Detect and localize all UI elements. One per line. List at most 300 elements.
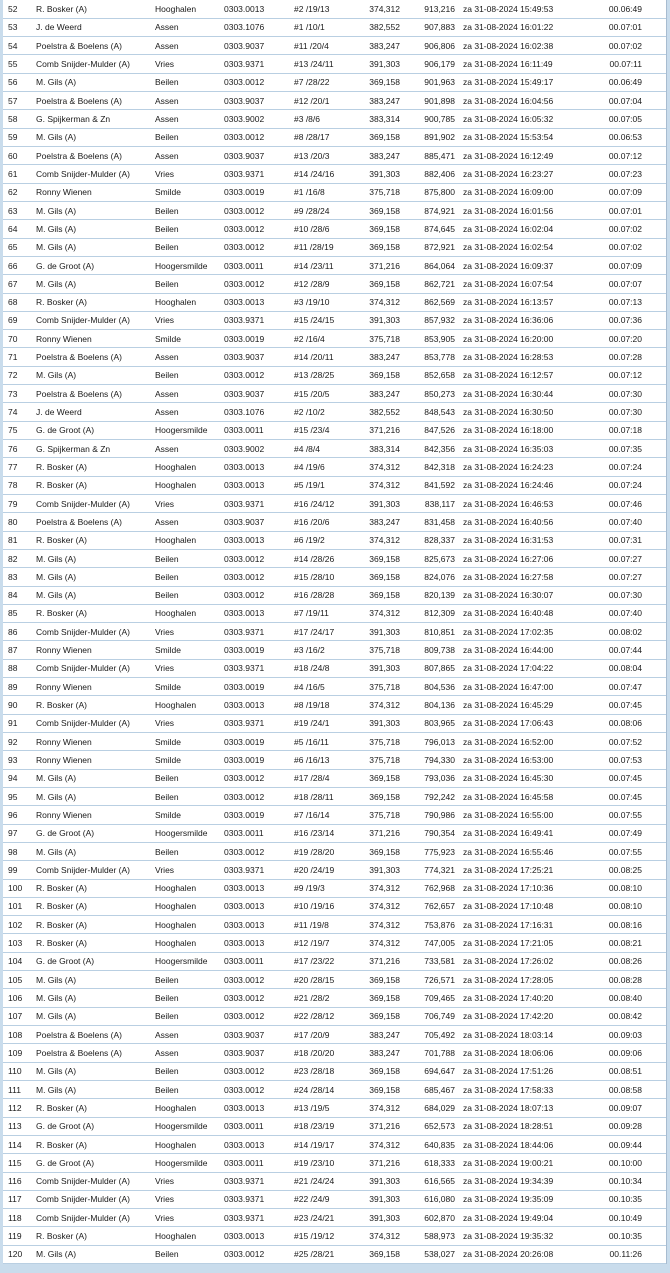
name-cell: R. Bosker (A) xyxy=(34,696,154,714)
speed-cell: 618,333 xyxy=(408,1154,463,1172)
table-row xyxy=(3,1135,666,1153)
distance-cell: 383,247 xyxy=(356,147,408,165)
member-code-cell: 0303.0019 xyxy=(224,733,294,751)
arrival-time-cell: za 31-08-2024 16:30:50 xyxy=(463,403,608,421)
rank-cell: 88 xyxy=(3,659,34,677)
place-cell: Vries xyxy=(154,311,224,329)
distance-cell: 383,247 xyxy=(356,37,408,55)
member-code-cell: 0303.0012 xyxy=(224,989,294,1007)
duration-cell: 00.07:05 xyxy=(608,110,666,128)
entry-cell: #3 /19/10 xyxy=(294,293,356,311)
name-cell: Ronny Wienen xyxy=(34,678,154,696)
distance-cell: 383,314 xyxy=(356,440,408,458)
rank-cell: 108 xyxy=(3,1026,34,1044)
rank-cell: 66 xyxy=(3,256,34,274)
entry-cell: #3 /16/2 xyxy=(294,641,356,659)
name-cell: R. Bosker (A) xyxy=(34,916,154,934)
rank-cell: 71 xyxy=(3,348,34,366)
rank-cell: 80 xyxy=(3,513,34,531)
distance-cell: 371,216 xyxy=(356,824,408,842)
table-row xyxy=(3,220,666,238)
arrival-time-cell: za 31-08-2024 17:16:31 xyxy=(463,916,608,934)
speed-cell: 753,876 xyxy=(408,916,463,934)
distance-cell: 391,303 xyxy=(356,623,408,641)
distance-cell: 369,158 xyxy=(356,971,408,989)
rank-cell: 87 xyxy=(3,641,34,659)
name-cell: Comb Snijder-Mulder (A) xyxy=(34,165,154,183)
entry-cell: #7 /16/14 xyxy=(294,806,356,824)
rank-cell: 110 xyxy=(3,1062,34,1080)
rank-cell: 113 xyxy=(3,1117,34,1135)
member-code-cell: 0303.0012 xyxy=(224,549,294,567)
rank-cell: 67 xyxy=(3,275,34,293)
duration-cell: 00.07:13 xyxy=(608,293,666,311)
speed-cell: 853,905 xyxy=(408,330,463,348)
name-cell: R. Bosker (A) xyxy=(34,604,154,622)
table-row xyxy=(3,513,666,531)
rank-cell: 69 xyxy=(3,311,34,329)
distance-cell: 374,312 xyxy=(356,879,408,897)
table-row xyxy=(3,128,666,146)
table-row xyxy=(3,696,666,714)
rank-cell: 109 xyxy=(3,1044,34,1062)
rank-cell: 76 xyxy=(3,440,34,458)
speed-cell: 852,658 xyxy=(408,366,463,384)
table-row xyxy=(3,531,666,549)
speed-cell: 853,778 xyxy=(408,348,463,366)
distance-cell: 374,312 xyxy=(356,531,408,549)
table-row xyxy=(3,330,666,348)
table-row xyxy=(3,110,666,128)
name-cell: M. Gils (A) xyxy=(34,1062,154,1080)
duration-cell: 00.08:06 xyxy=(608,714,666,732)
rank-cell: 115 xyxy=(3,1154,34,1172)
speed-cell: 847,526 xyxy=(408,421,463,439)
arrival-time-cell: za 31-08-2024 16:23:27 xyxy=(463,165,608,183)
speed-cell: 684,029 xyxy=(408,1099,463,1117)
entry-cell: #20 /24/19 xyxy=(294,861,356,879)
arrival-time-cell: za 31-08-2024 16:55:00 xyxy=(463,806,608,824)
place-cell: Beilen xyxy=(154,238,224,256)
name-cell: M. Gils (A) xyxy=(34,1080,154,1098)
arrival-time-cell: za 31-08-2024 19:49:04 xyxy=(463,1209,608,1227)
duration-cell: 00.07:46 xyxy=(608,494,666,512)
distance-cell: 369,158 xyxy=(356,1245,408,1263)
entry-cell: #9 /19/3 xyxy=(294,879,356,897)
rank-cell: 105 xyxy=(3,971,34,989)
rank-cell: 99 xyxy=(3,861,34,879)
name-cell: Poelstra & Boelens (A) xyxy=(34,1026,154,1044)
arrival-time-cell: za 31-08-2024 16:55:46 xyxy=(463,842,608,860)
distance-cell: 374,312 xyxy=(356,916,408,934)
member-code-cell: 0303.0011 xyxy=(224,1117,294,1135)
member-code-cell: 0303.0012 xyxy=(224,366,294,384)
duration-cell: 00.09:03 xyxy=(608,1026,666,1044)
results-table xyxy=(3,0,666,1264)
name-cell: Comb Snijder-Mulder (A) xyxy=(34,494,154,512)
table-row xyxy=(3,366,666,384)
place-cell: Assen xyxy=(154,513,224,531)
place-cell: Smilde xyxy=(154,806,224,824)
table-row xyxy=(3,494,666,512)
table-row xyxy=(3,806,666,824)
name-cell: M. Gils (A) xyxy=(34,73,154,91)
distance-cell: 374,312 xyxy=(356,934,408,952)
duration-cell: 00.08:10 xyxy=(608,879,666,897)
entry-cell: #2 /10/2 xyxy=(294,403,356,421)
duration-cell: 00.10:34 xyxy=(608,1172,666,1190)
name-cell: Ronny Wienen xyxy=(34,330,154,348)
name-cell: M. Gils (A) xyxy=(34,201,154,219)
member-code-cell: 0303.0012 xyxy=(224,128,294,146)
name-cell: R. Bosker (A) xyxy=(34,476,154,494)
arrival-time-cell: za 31-08-2024 16:31:53 xyxy=(463,531,608,549)
rank-cell: 103 xyxy=(3,934,34,952)
table-row xyxy=(3,842,666,860)
member-code-cell: 0303.0019 xyxy=(224,806,294,824)
speed-cell: 848,543 xyxy=(408,403,463,421)
place-cell: Beilen xyxy=(154,1080,224,1098)
place-cell: Smilde xyxy=(154,641,224,659)
member-code-cell: 0303.9037 xyxy=(224,1026,294,1044)
name-cell: G. de Groot (A) xyxy=(34,824,154,842)
table-row xyxy=(3,1190,666,1208)
speed-cell: 709,465 xyxy=(408,989,463,1007)
table-row xyxy=(3,1007,666,1025)
arrival-time-cell: za 31-08-2024 16:18:00 xyxy=(463,421,608,439)
name-cell: G. de Groot (A) xyxy=(34,1154,154,1172)
speed-cell: 810,851 xyxy=(408,623,463,641)
duration-cell: 00.09:44 xyxy=(608,1135,666,1153)
name-cell: Comb Snijder-Mulder (A) xyxy=(34,1172,154,1190)
table-row xyxy=(3,18,666,36)
member-code-cell: 0303.9037 xyxy=(224,147,294,165)
speed-cell: 906,179 xyxy=(408,55,463,73)
arrival-time-cell: za 31-08-2024 16:45:30 xyxy=(463,769,608,787)
arrival-time-cell: za 31-08-2024 17:21:05 xyxy=(463,934,608,952)
rank-cell: 119 xyxy=(3,1227,34,1245)
name-cell: M. Gils (A) xyxy=(34,1245,154,1263)
distance-cell: 369,158 xyxy=(356,549,408,567)
name-cell: G. de Groot (A) xyxy=(34,421,154,439)
distance-cell: 369,158 xyxy=(356,787,408,805)
speed-cell: 862,721 xyxy=(408,275,463,293)
rank-cell: 60 xyxy=(3,147,34,165)
table-row xyxy=(3,678,666,696)
table-row xyxy=(3,549,666,567)
table-row xyxy=(3,1080,666,1098)
member-code-cell: 0303.0013 xyxy=(224,916,294,934)
distance-cell: 374,312 xyxy=(356,1099,408,1117)
member-code-cell: 0303.0012 xyxy=(224,1245,294,1263)
place-cell: Assen xyxy=(154,18,224,36)
speed-cell: 874,645 xyxy=(408,220,463,238)
entry-cell: #20 /28/15 xyxy=(294,971,356,989)
distance-cell: 391,303 xyxy=(356,714,408,732)
name-cell: Comb Snijder-Mulder (A) xyxy=(34,623,154,641)
place-cell: Hooghalen xyxy=(154,1099,224,1117)
member-code-cell: 0303.0019 xyxy=(224,641,294,659)
distance-cell: 369,158 xyxy=(356,238,408,256)
duration-cell: 00.07:18 xyxy=(608,421,666,439)
place-cell: Hooghalen xyxy=(154,897,224,915)
entry-cell: #4 /8/4 xyxy=(294,440,356,458)
name-cell: R. Bosker (A) xyxy=(34,293,154,311)
speed-cell: 790,354 xyxy=(408,824,463,842)
place-cell: Smilde xyxy=(154,678,224,696)
name-cell: M. Gils (A) xyxy=(34,275,154,293)
member-code-cell: 0303.0013 xyxy=(224,1227,294,1245)
member-code-cell: 0303.0012 xyxy=(224,201,294,219)
table-row xyxy=(3,1062,666,1080)
speed-cell: 872,921 xyxy=(408,238,463,256)
place-cell: Beilen xyxy=(154,128,224,146)
entry-cell: #5 /16/11 xyxy=(294,733,356,751)
duration-cell: 00.07:53 xyxy=(608,751,666,769)
rank-cell: 81 xyxy=(3,531,34,549)
name-cell: J. de Weerd xyxy=(34,403,154,421)
rank-cell: 77 xyxy=(3,458,34,476)
duration-cell: 00.10:00 xyxy=(608,1154,666,1172)
speed-cell: 901,963 xyxy=(408,73,463,91)
entry-cell: #2 /19/13 xyxy=(294,0,356,18)
name-cell: M. Gils (A) xyxy=(34,1007,154,1025)
place-cell: Vries xyxy=(154,165,224,183)
name-cell: Comb Snijder-Mulder (A) xyxy=(34,659,154,677)
distance-cell: 374,312 xyxy=(356,897,408,915)
distance-cell: 391,303 xyxy=(356,1209,408,1227)
member-code-cell: 0303.0012 xyxy=(224,1080,294,1098)
duration-cell: 00.07:28 xyxy=(608,348,666,366)
rank-cell: 85 xyxy=(3,604,34,622)
entry-cell: #14 /23/11 xyxy=(294,256,356,274)
arrival-time-cell: za 31-08-2024 16:30:07 xyxy=(463,586,608,604)
member-code-cell: 0303.0011 xyxy=(224,952,294,970)
distance-cell: 369,158 xyxy=(356,73,408,91)
member-code-cell: 0303.0012 xyxy=(224,275,294,293)
arrival-time-cell: za 31-08-2024 19:00:21 xyxy=(463,1154,608,1172)
rank-cell: 95 xyxy=(3,787,34,805)
place-cell: Hooghalen xyxy=(154,696,224,714)
speed-cell: 874,921 xyxy=(408,201,463,219)
speed-cell: 733,581 xyxy=(408,952,463,970)
distance-cell: 369,158 xyxy=(356,1007,408,1025)
place-cell: Assen xyxy=(154,385,224,403)
member-code-cell: 0303.0012 xyxy=(224,220,294,238)
duration-cell: 00.09:07 xyxy=(608,1099,666,1117)
name-cell: Poelstra & Boelens (A) xyxy=(34,348,154,366)
distance-cell: 383,247 xyxy=(356,1044,408,1062)
place-cell: Hooghalen xyxy=(154,458,224,476)
arrival-time-cell: za 31-08-2024 16:01:22 xyxy=(463,18,608,36)
name-cell: M. Gils (A) xyxy=(34,549,154,567)
distance-cell: 383,247 xyxy=(356,92,408,110)
entry-cell: #16 /24/12 xyxy=(294,494,356,512)
duration-cell: 00.07:31 xyxy=(608,531,666,549)
rank-cell: 107 xyxy=(3,1007,34,1025)
name-cell: R. Bosker (A) xyxy=(34,1099,154,1117)
name-cell: Poelstra & Boelens (A) xyxy=(34,513,154,531)
arrival-time-cell: za 31-08-2024 16:02:54 xyxy=(463,238,608,256)
entry-cell: #15 /24/15 xyxy=(294,311,356,329)
place-cell: Vries xyxy=(154,714,224,732)
speed-cell: 906,806 xyxy=(408,37,463,55)
duration-cell: 00.08:26 xyxy=(608,952,666,970)
duration-cell: 00.07:40 xyxy=(608,513,666,531)
name-cell: G. Spijkerman & Zn xyxy=(34,110,154,128)
entry-cell: #17 /28/4 xyxy=(294,769,356,787)
table-row xyxy=(3,879,666,897)
name-cell: G. de Groot (A) xyxy=(34,256,154,274)
rank-cell: 55 xyxy=(3,55,34,73)
place-cell: Hooghalen xyxy=(154,293,224,311)
place-cell: Hoogersmilde xyxy=(154,1117,224,1135)
entry-cell: #14 /19/17 xyxy=(294,1135,356,1153)
table-row xyxy=(3,824,666,842)
distance-cell: 369,158 xyxy=(356,1062,408,1080)
rank-cell: 90 xyxy=(3,696,34,714)
duration-cell: 00.07:02 xyxy=(608,220,666,238)
rank-cell: 89 xyxy=(3,678,34,696)
rank-cell: 58 xyxy=(3,110,34,128)
name-cell: G. de Groot (A) xyxy=(34,1117,154,1135)
arrival-time-cell: za 31-08-2024 16:35:03 xyxy=(463,440,608,458)
member-code-cell: 0303.1076 xyxy=(224,18,294,36)
name-cell: M. Gils (A) xyxy=(34,842,154,860)
arrival-time-cell: za 31-08-2024 17:10:36 xyxy=(463,879,608,897)
member-code-cell: 0303.0013 xyxy=(224,604,294,622)
distance-cell: 375,718 xyxy=(356,330,408,348)
rank-cell: 106 xyxy=(3,989,34,1007)
rank-cell: 68 xyxy=(3,293,34,311)
rank-cell: 111 xyxy=(3,1080,34,1098)
name-cell: Ronny Wienen xyxy=(34,751,154,769)
arrival-time-cell: za 31-08-2024 18:03:14 xyxy=(463,1026,608,1044)
member-code-cell: 0303.0013 xyxy=(224,897,294,915)
table-row xyxy=(3,751,666,769)
speed-cell: 828,337 xyxy=(408,531,463,549)
place-cell: Assen xyxy=(154,147,224,165)
arrival-time-cell: za 31-08-2024 19:35:32 xyxy=(463,1227,608,1245)
speed-cell: 838,117 xyxy=(408,494,463,512)
rank-cell: 104 xyxy=(3,952,34,970)
arrival-time-cell: za 31-08-2024 16:09:00 xyxy=(463,183,608,201)
entry-cell: #16 /23/14 xyxy=(294,824,356,842)
place-cell: Beilen xyxy=(154,1007,224,1025)
duration-cell: 00.08:16 xyxy=(608,916,666,934)
arrival-time-cell: za 31-08-2024 20:26:08 xyxy=(463,1245,608,1263)
place-cell: Beilen xyxy=(154,568,224,586)
table-row xyxy=(3,1026,666,1044)
name-cell: Comb Snijder-Mulder (A) xyxy=(34,861,154,879)
speed-cell: 820,139 xyxy=(408,586,463,604)
distance-cell: 375,718 xyxy=(356,751,408,769)
duration-cell: 00.07:45 xyxy=(608,787,666,805)
entry-cell: #11 /20/4 xyxy=(294,37,356,55)
name-cell: R. Bosker (A) xyxy=(34,934,154,952)
entry-cell: #19 /24/1 xyxy=(294,714,356,732)
duration-cell: 00.07:20 xyxy=(608,330,666,348)
arrival-time-cell: za 31-08-2024 16:27:06 xyxy=(463,549,608,567)
member-code-cell: 0303.9037 xyxy=(224,37,294,55)
speed-cell: 652,573 xyxy=(408,1117,463,1135)
speed-cell: 796,013 xyxy=(408,733,463,751)
name-cell: Comb Snijder-Mulder (A) xyxy=(34,714,154,732)
rank-cell: 112 xyxy=(3,1099,34,1117)
speed-cell: 762,657 xyxy=(408,897,463,915)
speed-cell: 640,835 xyxy=(408,1135,463,1153)
arrival-time-cell: za 31-08-2024 17:04:22 xyxy=(463,659,608,677)
arrival-time-cell: za 31-08-2024 16:11:49 xyxy=(463,55,608,73)
speed-cell: 901,898 xyxy=(408,92,463,110)
name-cell: Comb Snijder-Mulder (A) xyxy=(34,311,154,329)
duration-cell: 00.07:55 xyxy=(608,806,666,824)
table-row xyxy=(3,989,666,1007)
member-code-cell: 0303.0013 xyxy=(224,1099,294,1117)
duration-cell: 00.09:28 xyxy=(608,1117,666,1135)
member-code-cell: 0303.9037 xyxy=(224,348,294,366)
place-cell: Smilde xyxy=(154,733,224,751)
member-code-cell: 0303.0019 xyxy=(224,183,294,201)
duration-cell: 00.07:07 xyxy=(608,275,666,293)
table-row xyxy=(3,1172,666,1190)
table-row xyxy=(3,37,666,55)
rank-cell: 73 xyxy=(3,385,34,403)
duration-cell: 00.08:02 xyxy=(608,623,666,641)
rank-cell: 53 xyxy=(3,18,34,36)
member-code-cell: 0303.9037 xyxy=(224,513,294,531)
rank-cell: 101 xyxy=(3,897,34,915)
entry-cell: #2 /16/4 xyxy=(294,330,356,348)
distance-cell: 391,303 xyxy=(356,1172,408,1190)
distance-cell: 369,158 xyxy=(356,568,408,586)
entry-cell: #8 /19/18 xyxy=(294,696,356,714)
distance-cell: 375,718 xyxy=(356,183,408,201)
arrival-time-cell: za 31-08-2024 16:49:41 xyxy=(463,824,608,842)
distance-cell: 391,303 xyxy=(356,1190,408,1208)
member-code-cell: 0303.0012 xyxy=(224,586,294,604)
name-cell: Comb Snijder-Mulder (A) xyxy=(34,55,154,73)
place-cell: Beilen xyxy=(154,220,224,238)
arrival-time-cell: za 31-08-2024 17:58:33 xyxy=(463,1080,608,1098)
duration-cell: 00.07:45 xyxy=(608,696,666,714)
rank-cell: 93 xyxy=(3,751,34,769)
duration-cell: 00.07:47 xyxy=(608,678,666,696)
table-row xyxy=(3,952,666,970)
place-cell: Hoogersmilde xyxy=(154,421,224,439)
arrival-time-cell: za 31-08-2024 19:34:39 xyxy=(463,1172,608,1190)
place-cell: Beilen xyxy=(154,1062,224,1080)
arrival-time-cell: za 31-08-2024 16:28:53 xyxy=(463,348,608,366)
name-cell: M. Gils (A) xyxy=(34,568,154,586)
distance-cell: 383,247 xyxy=(356,513,408,531)
speed-cell: 850,273 xyxy=(408,385,463,403)
distance-cell: 369,158 xyxy=(356,275,408,293)
entry-cell: #7 /19/11 xyxy=(294,604,356,622)
name-cell: Comb Snijder-Mulder (A) xyxy=(34,1209,154,1227)
place-cell: Beilen xyxy=(154,201,224,219)
entry-cell: #18 /23/19 xyxy=(294,1117,356,1135)
distance-cell: 369,158 xyxy=(356,989,408,1007)
arrival-time-cell: za 31-08-2024 15:49:53 xyxy=(463,0,608,18)
table-row xyxy=(3,1154,666,1172)
table-row xyxy=(3,348,666,366)
duration-cell: 00.07:23 xyxy=(608,165,666,183)
rank-cell: 64 xyxy=(3,220,34,238)
entry-cell: #23 /28/18 xyxy=(294,1062,356,1080)
duration-cell: 00.07:40 xyxy=(608,604,666,622)
table-row xyxy=(3,201,666,219)
